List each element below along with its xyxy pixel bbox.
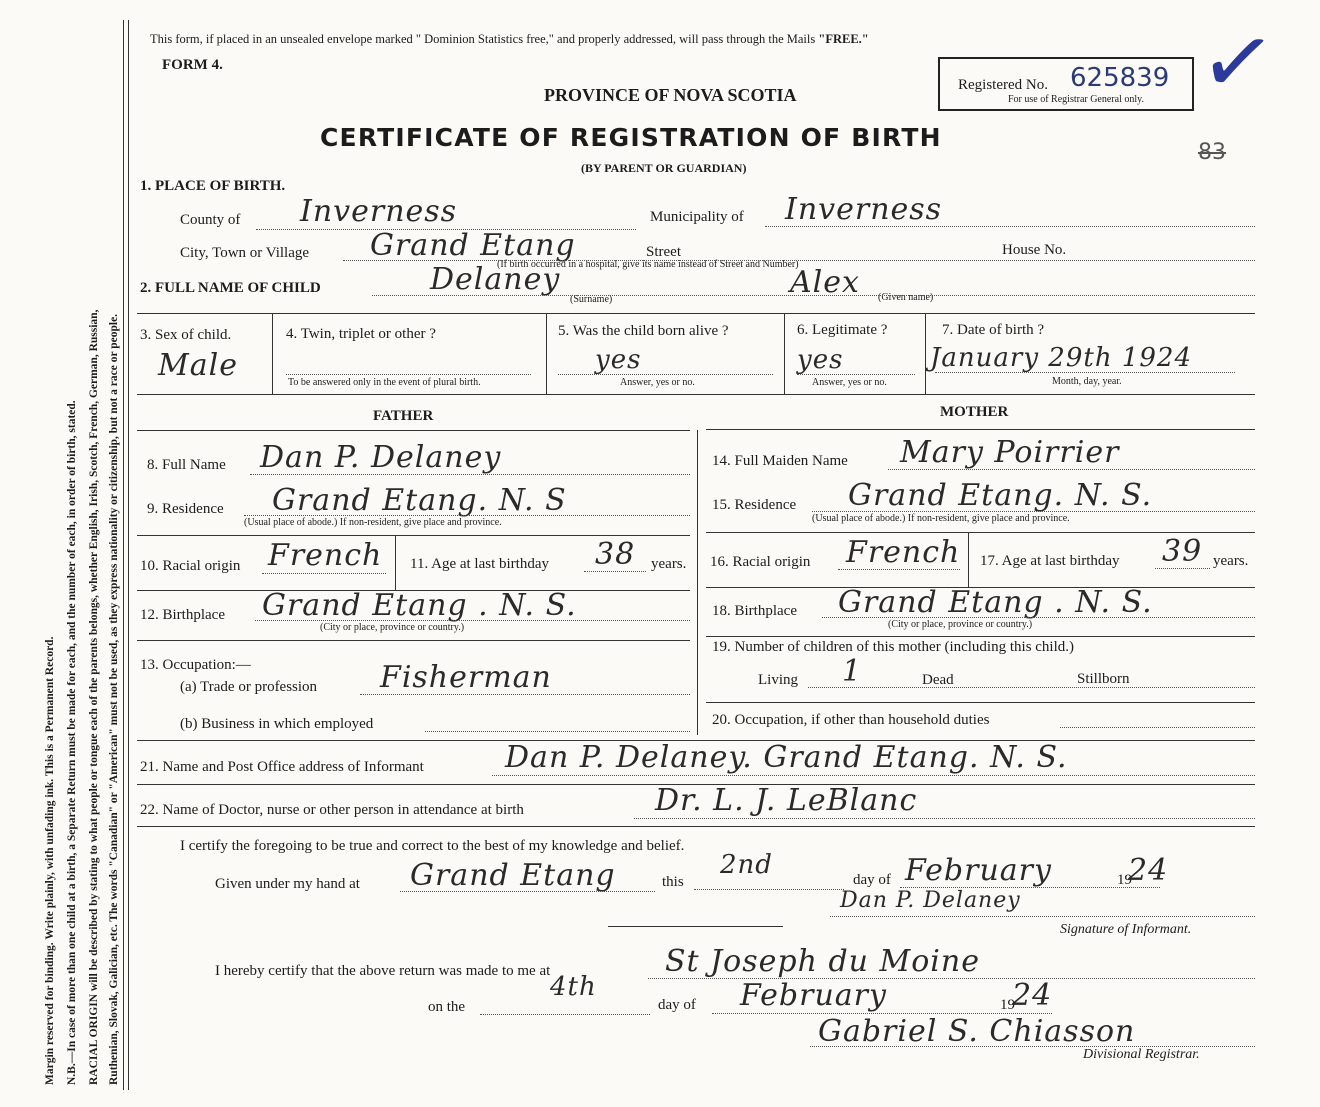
form-number: FORM 4.	[162, 57, 223, 73]
row3-top	[137, 313, 1255, 314]
given-month: February	[905, 853, 1052, 888]
father-res-label: 9. Residence	[147, 501, 224, 517]
row3-div1	[272, 313, 273, 394]
certificate-subtitle: (BY PARENT OR GUARDIAN)	[581, 161, 747, 175]
father-trade-label: (a) Trade or profession	[180, 679, 318, 695]
father-age-line	[584, 571, 646, 572]
mother-children-label: 19. Number of children of this mother (including this child.)	[712, 639, 1075, 655]
legit-value: yes	[797, 345, 844, 375]
alive-label: 5. Was the child born alive ?	[558, 323, 729, 339]
father-bp-line	[255, 620, 690, 621]
father-age-label: 11. Age at last birthday	[410, 556, 549, 572]
registrar-text: I hereby certify that the above return was made to me at	[215, 963, 551, 979]
father-res-value: Grand Etang. N. S	[272, 483, 567, 518]
given-name-note: (Given name)	[878, 292, 934, 303]
mother-res-note: (Usual place of abode.) If non-resident, give place and province.	[812, 513, 1070, 524]
registrar-sig-label: Divisional Registrar.	[1083, 1047, 1200, 1062]
given-day-line	[694, 889, 844, 890]
given-year: 24	[1128, 853, 1169, 888]
legit-note: Answer, yes or no.	[812, 377, 887, 388]
twin-note: To be answered only in the event of plural birth.	[288, 377, 481, 388]
mother-bp-value: Grand Etang . N. S.	[838, 585, 1153, 620]
father-res-note: (Usual place of abode.) If non-resident, give place and province.	[244, 517, 502, 528]
mother-bp-line	[822, 617, 1255, 618]
name-line	[372, 295, 1255, 296]
dob-note: Month, day, year.	[1052, 376, 1122, 387]
registration-label: Registered No.	[958, 77, 1048, 93]
municipality-label: Municipality of	[650, 209, 744, 225]
child-given-name: Alex	[790, 265, 860, 300]
father-heading: FATHER	[373, 408, 434, 424]
mother-bp-note: (City or place, province or country.)	[888, 619, 1033, 630]
county-label: County of	[180, 212, 241, 228]
province-heading: PROVINCE OF NOVA SCOTIA	[544, 85, 797, 105]
registrar-year: 24	[1012, 978, 1053, 1013]
dob-value: January 29th 1924	[930, 343, 1193, 373]
sex-value: Male	[158, 348, 238, 383]
row3-bottom	[137, 394, 1255, 395]
given-year-prefix: 19	[1117, 872, 1132, 888]
legit-label: 6. Legitimate ?	[797, 322, 888, 338]
father-bp-label: 12. Birthplace	[140, 607, 225, 623]
registration-number: 625839	[1070, 63, 1170, 93]
mother-occ-line	[1060, 727, 1255, 728]
informant-label: 21. Name and Post Office address of Informant	[140, 759, 424, 775]
father-bp-note: (City or place, province or country.)	[320, 622, 465, 633]
informant-sig-line	[830, 916, 1255, 917]
father-trade-value: Fisherman	[380, 660, 552, 695]
mail-notice-text: This form, if placed in an unsealed envelope marked " Dominion Statistics free," and properly addressed, will pass through the Mails	[150, 32, 816, 46]
registrar-dayof-label: day of	[658, 997, 696, 1013]
doctor-value: Dr. L. J. LeBlanc	[655, 783, 918, 818]
mother-res-line	[812, 511, 1255, 512]
on-the-label: on the	[428, 999, 466, 1015]
mother-occ-label: 20. Occupation, if other than household duties	[712, 712, 990, 728]
place-of-birth-label: 1. PLACE OF BIRTH.	[140, 178, 286, 194]
mother-age-value: 39	[1162, 534, 1203, 569]
county-value: Inverness	[300, 194, 458, 229]
city-line	[343, 260, 1255, 261]
sig-line-left	[608, 926, 783, 927]
father-race-value: French	[268, 538, 383, 573]
certify-text: I certify the foregoing to be true and correct to the best of my knowledge and belief.	[180, 838, 685, 854]
father-bp-value: Grand Etang . N. S.	[262, 588, 577, 623]
stillborn-label: Stillborn	[1077, 671, 1130, 687]
margin-note-3: RACIAL ORIGIN will be described by stating to what people or tongue each of the parents belongs, whether English, Irish, Scotch, French, German, Russian,	[88, 309, 100, 1085]
dead-label: Dead	[922, 672, 954, 688]
city-value: Grand Etang	[370, 228, 576, 263]
informant-sig-label: Signature of Informant.	[1060, 922, 1192, 937]
registrar-place: St Joseph du Moine	[665, 944, 980, 979]
children-line	[808, 687, 1255, 688]
mail-notice-free: "FREE."	[818, 32, 869, 46]
father-business-label: (b) Business in which employed	[180, 716, 374, 732]
mother-name-value: Mary Poirrier	[900, 435, 1120, 470]
father-top	[137, 430, 690, 431]
mother-res-label: 15. Residence	[712, 497, 797, 513]
certificate-title: CERTIFICATE OF REGISTRATION OF BIRTH	[320, 123, 942, 152]
registrar-signature: Gabriel S. Chiasson	[818, 1014, 1136, 1049]
mother-age-line	[1155, 568, 1210, 569]
margin-rule-inner	[128, 20, 129, 1090]
sex-label: 3. Sex of child.	[140, 327, 232, 343]
father-business-line	[425, 731, 690, 732]
street-label: Street	[646, 244, 681, 260]
dob-line	[935, 372, 1235, 373]
mother-race-line	[838, 569, 960, 570]
given-dayof-label: day of	[853, 872, 891, 888]
father-occ-top	[137, 640, 690, 641]
father-race-label: 10. Racial origin	[140, 558, 241, 574]
margin-note-1: Margin reserved for binding. Write plainly, with unfading ink. This is a Permanent Record.	[44, 636, 56, 1085]
alive-value: yes	[595, 345, 642, 375]
mother-age-label: 17. Age at last birthday	[980, 553, 1120, 569]
father-age-value: 38	[595, 537, 636, 572]
father-trade-line	[360, 694, 690, 695]
municipality-line	[765, 226, 1255, 227]
legit-line	[797, 374, 915, 375]
stamp-mark: 83	[1198, 140, 1226, 165]
margin-note-4: Ruthenian, Slovak, Galician, etc. The words "Canadian" or "American" must not be used, as they express nationality or citizenship, but not a race or people.	[108, 313, 120, 1085]
certify-top	[137, 826, 1255, 827]
row3-div2	[546, 313, 547, 394]
row3-div4	[925, 313, 926, 394]
father-race-div	[395, 535, 396, 590]
father-name-value: Dan P. Delaney	[260, 440, 502, 475]
given-day: 2nd	[720, 850, 773, 880]
given-label: Given under my hand at	[215, 876, 360, 892]
father-name-line	[250, 474, 690, 475]
house-label: House No.	[1002, 242, 1067, 258]
mother-name-label: 14. Full Maiden Name	[712, 453, 848, 469]
registrar-day-line	[480, 1014, 650, 1015]
registrar-day: 4th	[550, 972, 597, 1002]
given-place: Grand Etang	[410, 858, 616, 893]
alive-note: Answer, yes or no.	[620, 377, 695, 388]
mother-res-value: Grand Etang. N. S.	[848, 478, 1153, 513]
row3-div3	[784, 313, 785, 394]
father-race-top	[137, 535, 690, 536]
registration-note: For use of Registrar General only.	[1008, 94, 1144, 105]
margin-note-2: N.B.—In case of more than one child at a birth, a Separate Return must be made for each, and the number of each, in order of birth, stated.	[66, 400, 78, 1085]
mother-heading: MOTHER	[940, 404, 1009, 420]
street-note: (If birth occurred in a hospital, give its name instead of Street and Number)	[497, 259, 799, 270]
surname-note: (Surname)	[570, 294, 613, 305]
father-name-label: 8. Full Name	[147, 457, 226, 473]
doctor-line	[634, 818, 1255, 819]
mother-top	[706, 429, 1255, 430]
municipality-value: Inverness	[785, 192, 943, 227]
informant-line	[492, 775, 1255, 776]
registrar-year-prefix: 19	[1000, 997, 1015, 1013]
mother-bp-label: 18. Birthplace	[712, 603, 797, 619]
living-label: Living	[758, 672, 798, 688]
alive-line	[558, 374, 773, 375]
mother-race-label: 16. Racial origin	[710, 554, 811, 570]
parents-divider	[697, 430, 698, 735]
mother-children-top	[706, 636, 1255, 637]
child-surname: Delaney	[430, 262, 561, 297]
mother-occ-top	[706, 702, 1255, 703]
father-age-unit: years.	[651, 556, 687, 572]
father-res-line	[244, 515, 690, 516]
given-place-line	[400, 891, 655, 892]
this-label: this	[662, 874, 684, 890]
mother-race-top	[706, 532, 1255, 533]
registration-box	[938, 57, 1194, 111]
father-occ-label: 13. Occupation:—	[140, 657, 251, 673]
city-label: City, Town or Village	[180, 245, 310, 261]
informant-signature: Dan P. Delaney	[840, 888, 1021, 913]
margin-rule-outer	[123, 20, 124, 1090]
informant-value: Dan P. Delaney. Grand Etang. N. S.	[505, 740, 1068, 775]
twin-label: 4. Twin, triplet or other ?	[286, 326, 436, 342]
registrar-month: February	[740, 978, 887, 1013]
mother-race-div	[968, 532, 969, 587]
mail-notice	[150, 32, 869, 47]
doctor-label: 22. Name of Doctor, nurse or other person in attendance at birth	[140, 802, 524, 818]
mother-race-value: French	[846, 535, 961, 570]
check-mark-icon: ✓	[1193, 5, 1283, 120]
twin-line	[286, 374, 531, 375]
father-race-line	[262, 573, 386, 574]
child-name-label: 2. FULL NAME OF CHILD	[140, 280, 321, 296]
dob-label: 7. Date of birth ?	[942, 322, 1045, 338]
mother-age-unit: years.	[1213, 553, 1249, 569]
living-value: 1	[842, 654, 863, 689]
mother-name-line	[888, 469, 1255, 470]
